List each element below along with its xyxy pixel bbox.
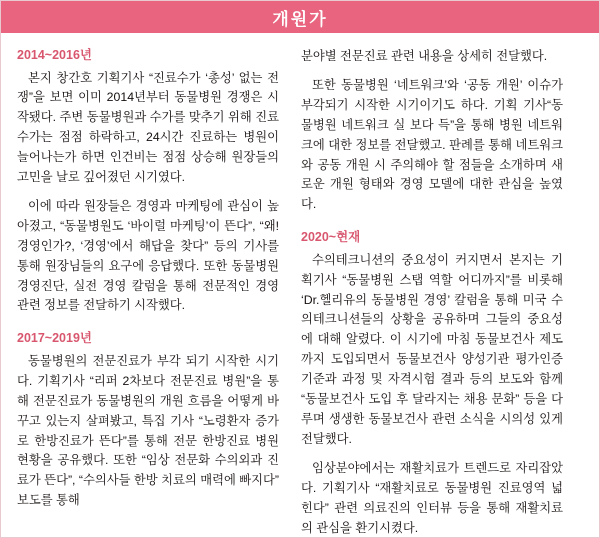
section-heading-2017: 2017~2019년: [17, 331, 92, 346]
page-title: 개원가: [272, 9, 328, 29]
paragraph: 동물병원의 전문진료가 부각 되기 시작한 시기다. 기획기사 “리퍼 2차보다 전문진료 병원”을 통해 전문진료가 동물병원의 개원 흐름을 어떻게 바꾸고 있는지 살펴봤고, 특집 기사 “노령환자 증가로 한방진료가 뜬다”를 통해 전문 한방진료 병원 현황을 공유했다. 또한 “임상 전문화 수의외과 진료가 뜬다”, “수의사들 한방 치료의 매력에 빠지다” 보도를 통해: [17, 353, 279, 508]
paragraph: 본지 창간호 기획기사 “진료수가 ‘총성’ 없는 전쟁”을 보면 이미 2014년부터 동물병원 경쟁은 시작됐다. 주변 동물병원과 수가를 맞추기 위해 진료수가는 점점 하락하고, 24시간 진료하는 병원이 늘어나는가 하면 인건비는 점점 상승해 원장들의 고민을 날로 깊어졌던 시기였다.: [17, 70, 279, 185]
paragraph: 수의테크니션의 중요성이 커지면서 본지는 기획기사 “동물병원 스탭 역할 어디까지”를 비롯해 ‘Dr.헬리유의 동물병원 경영’ 칼럼을 통해 미국 수의테크니션들의 상황을 공유하며 그들의 중요성에 대해 알렸다. 이 시기에 마침 동물보건사 제도까지 도입되면서 동물보건사 양성기관 평가인증 기준과 과정 및 자격시험 결과 등의 보도와 함께 “동물보건사 도입 후 달라지는 채용 문화” 등을 다루며 생생한 동물보건사 관련 소식을 시의성 있게 전달했다.: [301, 252, 563, 446]
article-columns: [1, 33, 599, 538]
section-heading-2014: 2014~2016년: [17, 48, 92, 62]
page-title-bar: [1, 1, 599, 33]
paragraph: 이에 따라 원장들은 경영과 마케팅에 관심이 높아졌고, “동물병원도 ‘바이럴 마케팅’이 뜬다”, “왜! 경영인가?, ‘경영’에서 해답을 찾다” 등의 기사를 통해 원장님들의 요구에 응답했다. 또한 동물병원 경영진단, 실전 경영 칼럼을 통해 전문적인 경영 관련 정보를 전달하기 시작했다.: [17, 198, 279, 313]
paragraph: 또한 동물병원 ‘네트워크’와 ‘공동 개원’ 이슈가 부각되기 시작한 시기이기도 하다. 기획 기사“동물병원 네트워크 실 보다 득”을 통해 병원 네트워크에 대한 정보를 전달했고. 판례를 통해 네트워크와 공동 개원 시 주의해야 할 점들을 소개하며 새로운 개원 형태와 경영 모델에 대한 관심을 높였다.: [301, 77, 563, 212]
column-right: [301, 47, 563, 535]
column-left: [17, 47, 279, 528]
paragraph: 분야별 전문진료 관련 내용을 상세히 전달했다.: [301, 49, 548, 63]
section-heading-2020: 2020~현재: [301, 230, 361, 245]
paragraph: 임상분야에서는 재활치료가 트렌드로 자리잡았다. 기획기사 “재활치료로 동물병원 진료영역 넓힌다” 관련 의료진의 인터뷰 등을 통해 재활치료의 관심을 환기시켰다.: [301, 460, 563, 535]
